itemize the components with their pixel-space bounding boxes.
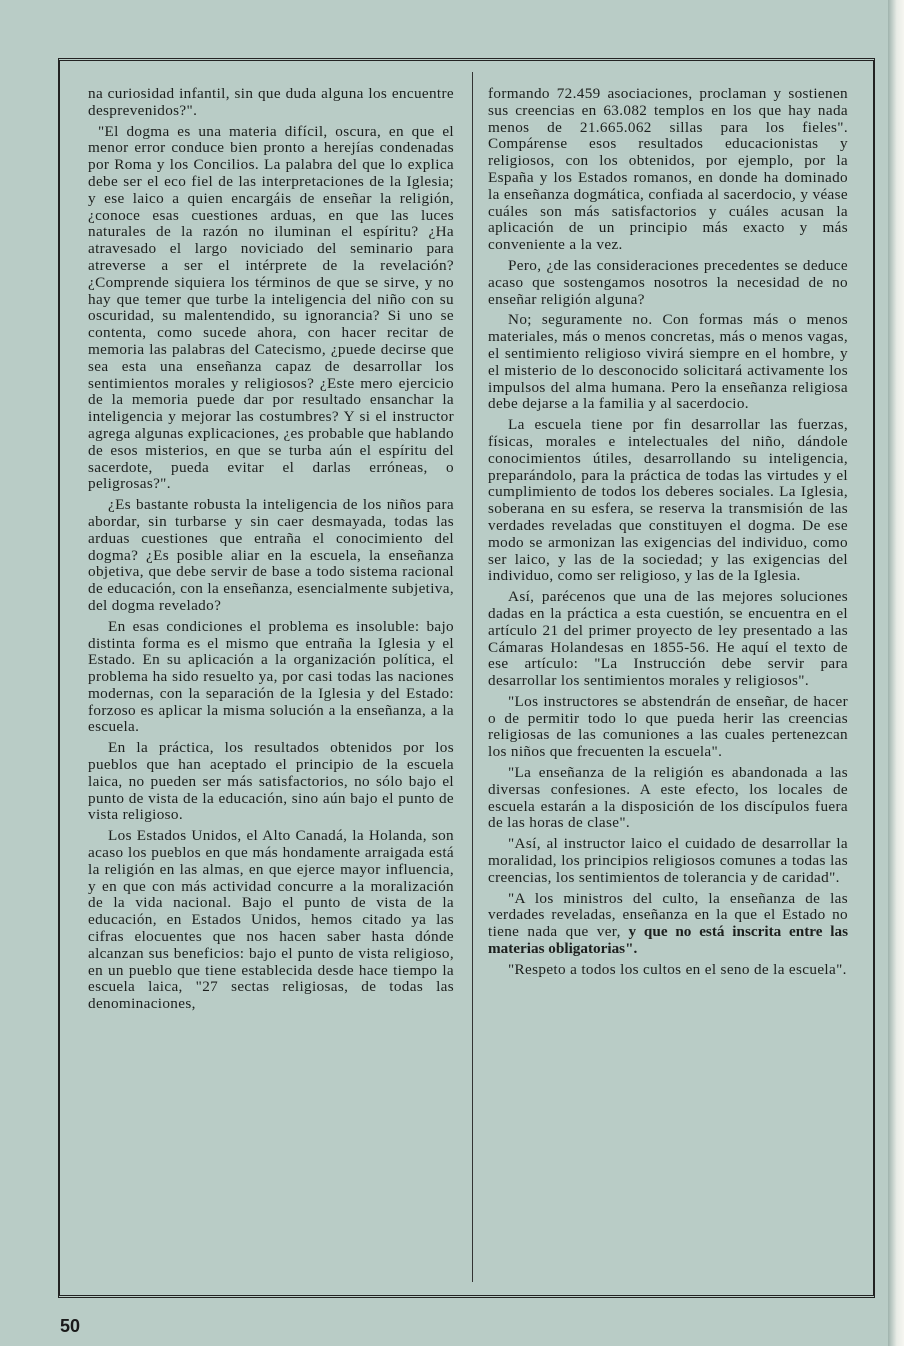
paragraph (88, 497, 454, 615)
paragraph-text: En esas condiciones el problema es insoluble: bajo distinta forma es el mismo que entraña la Iglesia y el Estado. En su aplicación a la organización política, el problema ha sido resuelto ya, por casi todas las naciones modernas, con la separación de la Iglesia y del Estado: forzoso es aplicar la misma solución a la enseñanza, a la escuela. (88, 617, 454, 736)
page-number: 50 (60, 1316, 81, 1336)
paragraph-text: En la práctica, los resultados obtenidos por los pueblos que han aceptado el principio de la escuela laica, no pueden ser más satisfactorios, no sólo bajo el punto de vista de la educación, sino aún bajo el punto de vista religioso. (88, 739, 454, 824)
paragraph (488, 86, 848, 254)
paragraph-text: "Así, al instructor laico el cuidado de desarrollar la moralidad, los principios religiosos comunes a todas las creencias, los sentimientos de tolerancia y de caridad". (488, 835, 848, 886)
paragraph (488, 962, 848, 979)
paragraph (488, 312, 848, 413)
paragraph-text: Los Estados Unidos, el Alto Canadá, la Holanda, son acaso los pueblos en que más hondamente arraigada está la religión en las almas, en que ejerce mayor influencia, y en que con más actividad concurre a la moralización de la vida nacional. Bajo el punto de vista de la educación, en Estados Unidos, hemos citado ya las cifras elocuentes que nos hacen saber hasta dónde alcanzan sus beneficios: bajo el punto de vista religioso, en un pueblo que tiene establecida desde hace tiempo la escuela laica, "27 sectas religiosas, de todas las denominaciones, (88, 827, 454, 1013)
paragraph (88, 124, 454, 494)
paragraph-text: La escuela tiene por fin desarrollar las fuerzas, físicas, morales e intelectuales del niño, dándole conocimientos útiles, desarrollando su inteligencia, preparándolo, para la práctica de todas las virtudes y el cumplimiento de todos los deberes sociales. La Iglesia, soberana en su esfera, se reserva la transmisión de las verdades reveladas que constituyen el dogma. De ese modo se armonizan las exigencias del individuo, como ser laico, y las de la sociedad; y las exigencias del individuo, como ser religioso, y las de la Iglesia. (488, 416, 848, 585)
paragraph (88, 828, 454, 1013)
paragraph-text: formando 72.459 asociaciones, proclaman y sostienen sus creencias en 63.082 templos en los que hay nada menos de 21.665.062 sillas para los fieles". Compárense esos resultados educacionistas y religiosos, con los obtenidos, por ejemplo, por la España y los Estados romanos, en donde ha dominado la enseñanza dogmática, confiada al sacerdocio, y véase cuáles son más satisfactorios y cuáles acusan la aplicación de un principio más exacto y más conveniente a la vez. (488, 85, 848, 254)
column-separator (472, 72, 473, 1282)
paragraph-text: No; seguramente no. Con formas más o menos materiales, más o menos concretas, más o menos vagas, el sentimiento religioso vivirá siempre en el hombre, y el misterio de lo desconocido solicitará activamente los impulsos del alma humana. Pero la enseñanza religiosa debe dejarse a la familia y al sacerdocio. (488, 311, 848, 413)
paragraph (88, 619, 454, 737)
paragraph-text: Pero, ¿de las consideraciones precedentes se deduce acaso que sostengamos nosotros la necesidad de no enseñar religión alguna? (488, 256, 848, 308)
paragraph-text: "Respeto a todos los cultos en el seno de la escuela". (508, 960, 847, 978)
paragraph-text: na curiosidad infantil, sin que duda alguna los encuentre desprevenidos?". (88, 85, 454, 119)
paragraph (88, 740, 454, 824)
paragraph (488, 589, 848, 690)
bold-text: y que no está inscrita entre las materias obligatorias". (488, 923, 848, 958)
paragraph-text: "La enseñanza de la religión es abandonada a las diversas confesiones. A este efecto, los locales de escuela estarán a la disposición de los discípulos fuera de las horas de clase". (488, 764, 848, 832)
right-column (488, 86, 848, 983)
paragraph (488, 891, 848, 958)
paragraph (88, 86, 454, 120)
paragraph-text: "A los ministros del culto, la enseñanza de las verdades reveladas, enseñanza en la que el Estado no tiene nada que ver, (488, 889, 848, 941)
left-column (88, 86, 454, 1017)
paragraph (488, 836, 848, 886)
paragraph-text: ¿Es bastante robusta la inteligencia de los niños para abordar, sin turbarse y sin caer desmayada, todas las arduas cuestiones que entraña el conocimiento del dogma? ¿Es posible aliar en la escuela, la enseñanza objetiva, que debe servir de base a todo sistema racional de educación, con la enseñanza, esencialmente subjetiva, del dogma revelado? (88, 496, 454, 614)
paragraph (488, 417, 848, 585)
paragraph-text: "El dogma es una materia difícil, oscura, en que el menor error conduce bien pronto a herejías condenadas por Roma y los Concilios. La palabra del que lo explica debe ser el eco fiel de las interpretaciones de la Iglesia; y ese laico a quien encargáis de enseñar la religión, ¿conoce esas cuestiones arduas, en que las luces naturales de la razón no iluminan el espíritu? ¿Ha atravesado el largo noviciado del seminario para atreverse a ser el intérprete de la revelación? ¿Comprende siquiera los términos de que se sirve, y no hay que temer que turbe la inteligencia del niño con su oscuridad, su malentendido, su ignorancia? Si uno se contenta, como sucede ahora, con hacer recitar de memoria las palabras del Catecismo, ¿puede decirse que sea esta una enseñanza capaz de desarrollar los sentimientos morales y religiosos? ¿Este mero ejercicio de la memoria puede dar por resultado ensanchar la inteligencia y mejorar las costumbres? Y si el instructor agrega algunas explicaciones, ¿es probable que hablando de esos misterios, en que se turba aún el espíritu del sacerdote, pueda evitar el darlas erróneas, o peligrosas?". (88, 122, 454, 493)
paragraph-text: Así, parécenos que una de las mejores soluciones dadas en la práctica a esta cuestión, se encuentra en el artículo 21 del primer proyecto de ley presentado a las Cámaras Holandesas en 1855-56. He aquí el texto de ese artículo: "La Instrucción debe servir para desarrollar los sentimientos morales y religiosos". (488, 588, 848, 690)
page-edge (888, 0, 904, 1346)
paragraph (488, 694, 848, 761)
paragraph (488, 765, 848, 832)
paragraph-text: "Los instructores se abstendrán de enseñar, de hacer o de permitir todo lo que pueda herir las creencias religiosas de las comuniones a las cuales pertenezcan los niños que frecuenten la escuela". (488, 692, 848, 761)
paragraph (488, 258, 848, 308)
